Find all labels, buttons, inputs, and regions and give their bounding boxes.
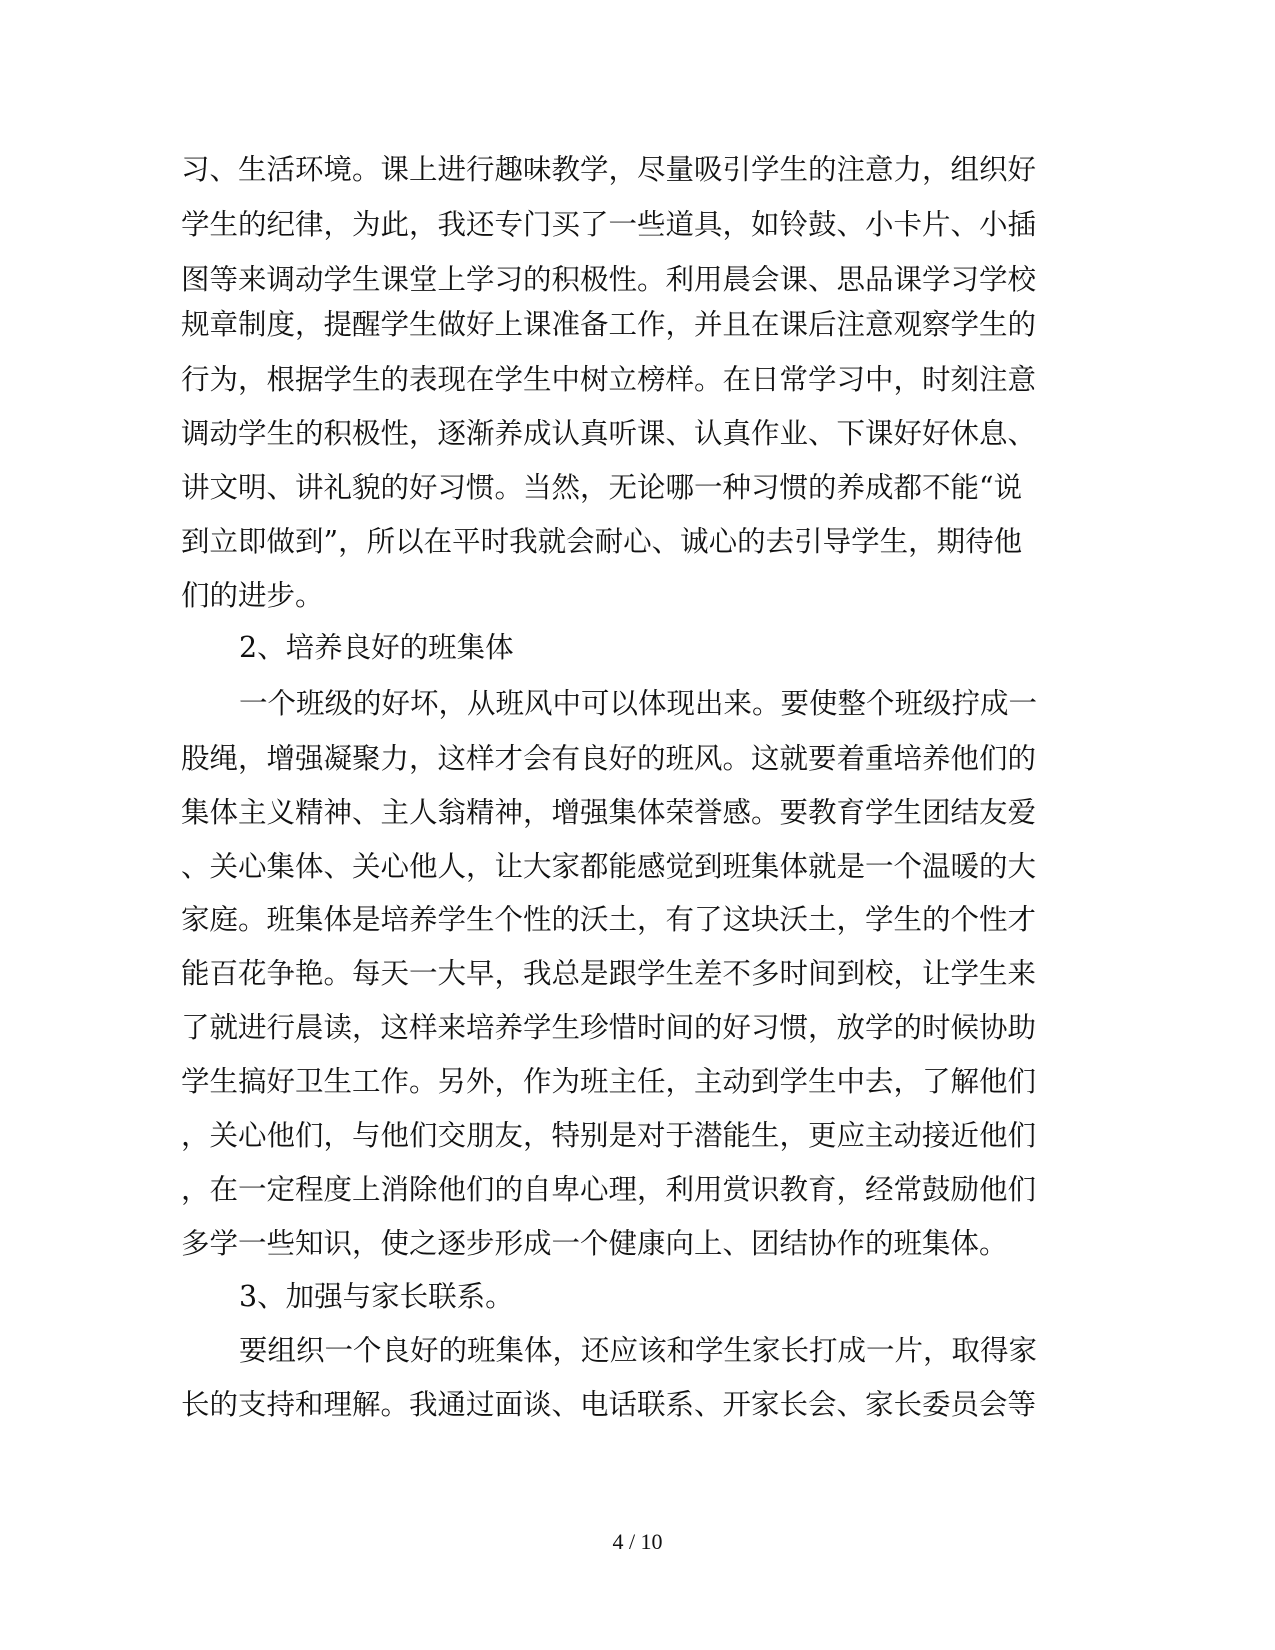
body-line: 多学一些知识，使之逐步形成一个健康向上、团结协作的班集体。	[181, 1227, 1008, 1260]
body-line: 了就进行晨读，这样来培养学生珍惜时间的好习惯，放学的时候协助	[181, 1011, 1037, 1044]
body-line: 学生的纪律，为此，我还专门买了一些道具，如铃鼓、小卡片、小插	[181, 208, 1037, 241]
body-line: 一个班级的好坏，从班风中可以体现出来。要使整个班级拧成一	[239, 687, 1038, 720]
body-line: 规章制度，提醒学生做好上课准备工作，并且在课后注意观察学生的	[181, 308, 1037, 341]
body-line: 要组织一个良好的班集体，还应该和学生家长打成一片，取得家	[239, 1334, 1038, 1367]
body-line: 调动学生的积极性，逐渐养成认真听课、认真作业、下课好好休息、	[181, 417, 1037, 450]
body-line: 长的支持和理解。我通过面谈、电话联系、开家长会、家长委员会等	[181, 1388, 1037, 1421]
body-line: 家庭。班集体是培养学生个性的沃土，有了这块沃土，学生的个性才	[181, 903, 1037, 936]
body-line: 集体主义精神、主人翁精神，增强集体荣誉感。要教育学生团结友爱	[181, 796, 1037, 829]
body-line: ，在一定程度上消除他们的自卑心理，利用赏识教育，经常鼓励他们	[181, 1173, 1037, 1206]
body-line: 讲文明、讲礼貌的好习惯。当然，无论哪一种习惯的养成都不能“说	[181, 471, 1023, 504]
body-line: 到立即做到”，所以在平时我就会耐心、诚心的去引导学生，期待他	[181, 525, 1023, 558]
body-line: 能百花争艳。每天一大早，我总是跟学生差不多时间到校，让学生来	[181, 957, 1037, 990]
body-line: 、关心集体、关心他人，让大家都能感觉到班集体就是一个温暖的大	[181, 850, 1037, 883]
page-number: 4 / 10	[612, 1529, 663, 1554]
body-line: 习、生活环境。课上进行趣味教学，尽量吸引学生的注意力，组织好	[181, 153, 1037, 186]
body-line: 学生搞好卫生工作。另外，作为班主任，主动到学生中去，了解他们	[181, 1065, 1037, 1098]
body-line: 股绳，增强凝聚力，这样才会有良好的班风。这就要着重培养他们的	[181, 742, 1037, 775]
body-line: ，关心他们，与他们交朋友，特别是对于潜能生，更应主动接近他们	[181, 1119, 1037, 1152]
section-heading: 3、加强与家长联系。	[239, 1280, 514, 1313]
section-heading: 2、培养良好的班集体	[239, 631, 514, 664]
body-line: 行为，根据学生的表现在学生中树立榜样。在日常学习中，时刻注意	[181, 363, 1037, 396]
body-line: 图等来调动学生课堂上学习的积极性。利用晨会课、思品课学习学校	[181, 263, 1037, 296]
body-line: 们的进步。	[181, 579, 324, 612]
